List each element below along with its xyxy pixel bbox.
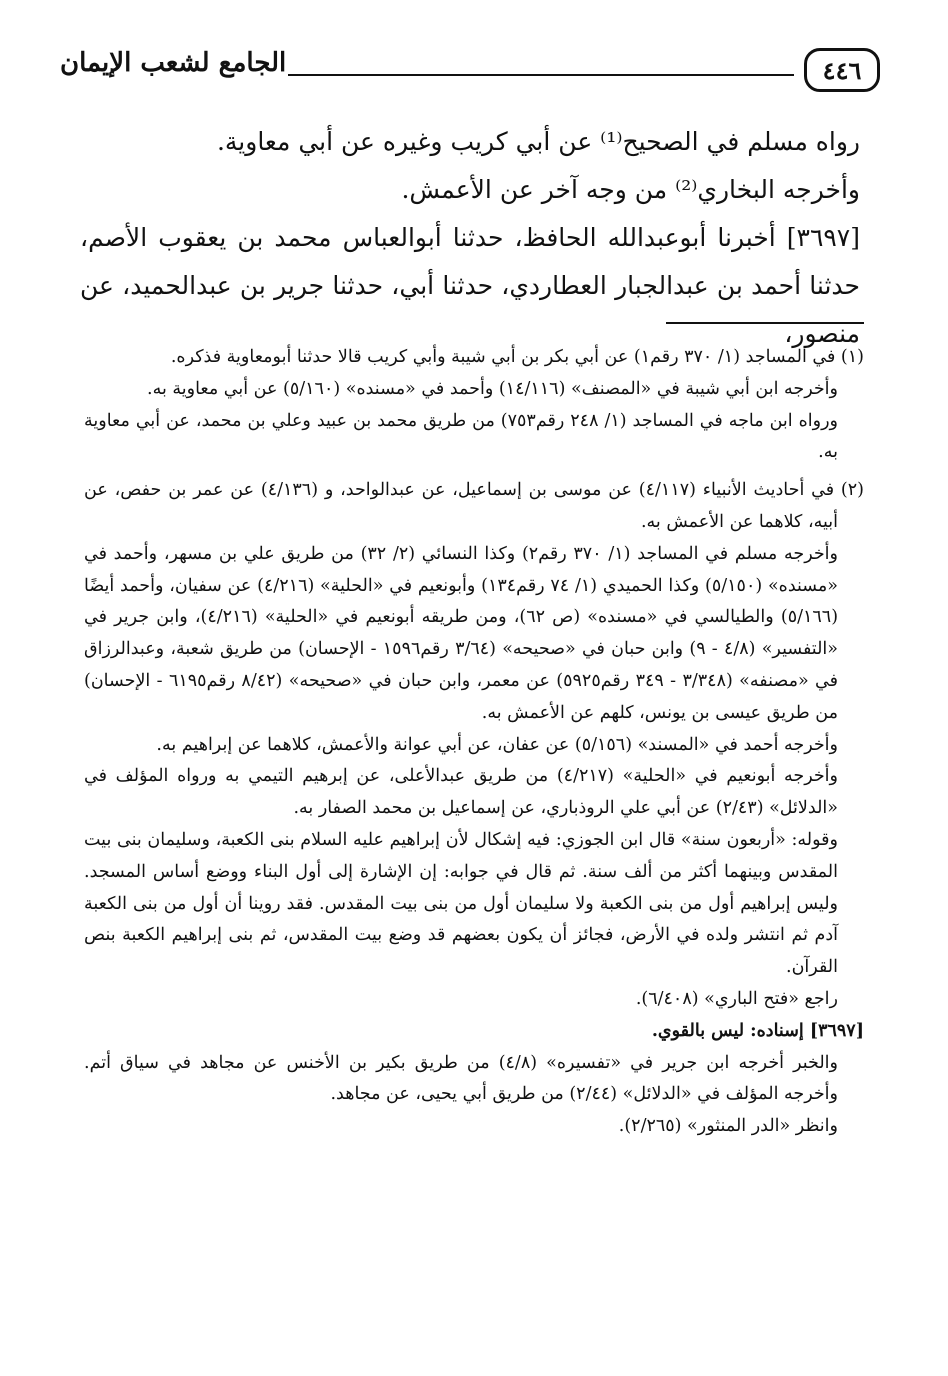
main-paragraph-hadith-3697: [٣٦٩٧] أخبرنا أبوعبدالله الحافظ، حدثنا أبوالعباس محمد بن يعقوب الأصم، حدثنا أحمد بن عبدالجبار العطاردي، حدثنا أبي، حدثنا جرير بن عبدالحميد، عن منصور، bbox=[80, 223, 860, 348]
running-title: الجامع لشعب الإيمان bbox=[60, 48, 287, 78]
footnote-2-ibn-jawzi: وقوله: «أربعون سنة» قال ابن الجوزي: فيه إشكال لأن إبراهيم عليه السلام بنى الكعبة، وسليمان بنى بيت المقدس وبينهما أكثر من ألف سنة. ثم قال في جوابه: إن الإشارة إلى أول البناء ووضع أساس المسجد. وليس إبراهيم أول من بنى الكعبة ولا سليمان أول من بنى بيت المقدس. فقد روينا أن أول من بنى الكعبة آدم ثم انتشر ولده في الأرض، فجائز أن يكون بعضهم قد وضع بيت المقدس، ثم بنى إبراهيم الكعبة بنص القرآن. bbox=[84, 829, 838, 978]
page-header bbox=[60, 44, 880, 100]
header-rule bbox=[288, 74, 794, 76]
isnad-note-durr-manthur: وانظر «الدر المنثور» (٢/٢٦٥). bbox=[618, 1116, 838, 1137]
footnote-2-muslim: وأخرجه مسلم في المساجد (١/ ٣٧٠ رقم٢) وكذا النسائي (٢/ ٣٢) من طريق علي بن مسهر، وأحمد في «مسنده» (٥/١٥٠) وكذا الحميدي (١/ ٧٤ رقم١٣٤) وأبونعيم في «الحلية» (٤/٢١٦) عن سفيان، وأحمد أيضًا (٥/١٦٦) والطيالسي في «مسنده» (ص ٦٢)، ومن طريقه أبونعيم في «الحلية» (٤/٢١٦)، وابن جرير في «التفسير» (٤/٨ - ٩) وابن حبان في «صحيحه» (٣/٦٤ رقم١٥٩٦ - الإحسان) من طريق شعبة، وعبدالرزاق في «مصنفه» (٣/٣٤٨ - ٣٤٩ رقم٥٩٢٥) عن معمر، وابن حبان في «صحيحه» (٨/٤٢ رقم٦١٩٥ - الإحسان) من طريق عيسى بن يونس، كلهم عن الأعمش به. bbox=[84, 543, 839, 723]
footnote-2-fath-al-bari: راجع «فتح الباري» (٦/٤٠٨). bbox=[635, 988, 838, 1009]
main-paragraph-muslim: رواه مسلم في الصحيح⁽¹⁾ عن أبي كريب وغيره عن أبي معاوية. bbox=[216, 127, 860, 156]
main-paragraph-bukhari: وأخرجه البخاري⁽²⁾ من وجه آخر عن الأعمش. bbox=[401, 175, 860, 204]
footnote-separator bbox=[666, 322, 864, 324]
footnote-2-ahmad: وأخرجه أحمد في «المسند» (٥/١٥٦) عن عفان، عن أبي عوانة والأعمش، كلاهما عن إبراهيم به. bbox=[156, 734, 838, 755]
footnote-1: (١) في المساجد (١/ ٣٧٠ رقم١) عن أبي بكر بن أبي شيبة وأبي كريب قالا حدثنا أبومعاوية فذكره. bbox=[170, 347, 864, 367]
footnotes bbox=[84, 342, 864, 1143]
isnad-note-ibn-jarir: والخبر أخرجه ابن جرير في «تفسيره» (٤/٨) من طريق بكير بن الأخنس عن مجاهد في سياق أتم. وأخرجه المؤلف في «الدلائل» (٢/٤٤) من طريق أبي يحيى، عن مجاهد. bbox=[84, 1052, 838, 1105]
page-number: ٤٤٦ bbox=[804, 48, 880, 92]
footnote-2-abu-nuaym: وأخرجه أبونعيم في «الحلية» (٤/٢١٧) من طريق عبدالأعلى، عن إبرهيم التيمي به ورواه المؤلف في «الدلائل» (٢/٤٣) عن أبي علي الروذباري، عن إسماعيل بن محمد الصفار به. bbox=[84, 766, 838, 819]
footnote-1-ibn-abi-shayba: وأخرجه ابن أبي شيبة في «المصنف» (١٤/١١٦) وأحمد في «مسنده» (٥/١٦٠) عن أبي معاوية به. bbox=[147, 378, 838, 399]
isnad-note-3697: [٣٦٩٧] إسناده: ليس بالقوي. bbox=[651, 1020, 864, 1041]
footnote-1-ibn-majah: ورواه ابن ماجه في المساجد (١/ ٢٤٨ رقم٧٥٣) من طريق محمد بن عبيد وعلي بن محمد، عن أبي معاوية به. bbox=[84, 410, 838, 463]
footnote-2: (٢) في أحاديث الأنبياء (٤/١١٧) عن موسى بن إسماعيل، عن عبدالواحد، و (٤/١٣٦) عن عمر بن حفص، عن أبيه، كلاهما عن الأعمش به. bbox=[84, 480, 864, 532]
